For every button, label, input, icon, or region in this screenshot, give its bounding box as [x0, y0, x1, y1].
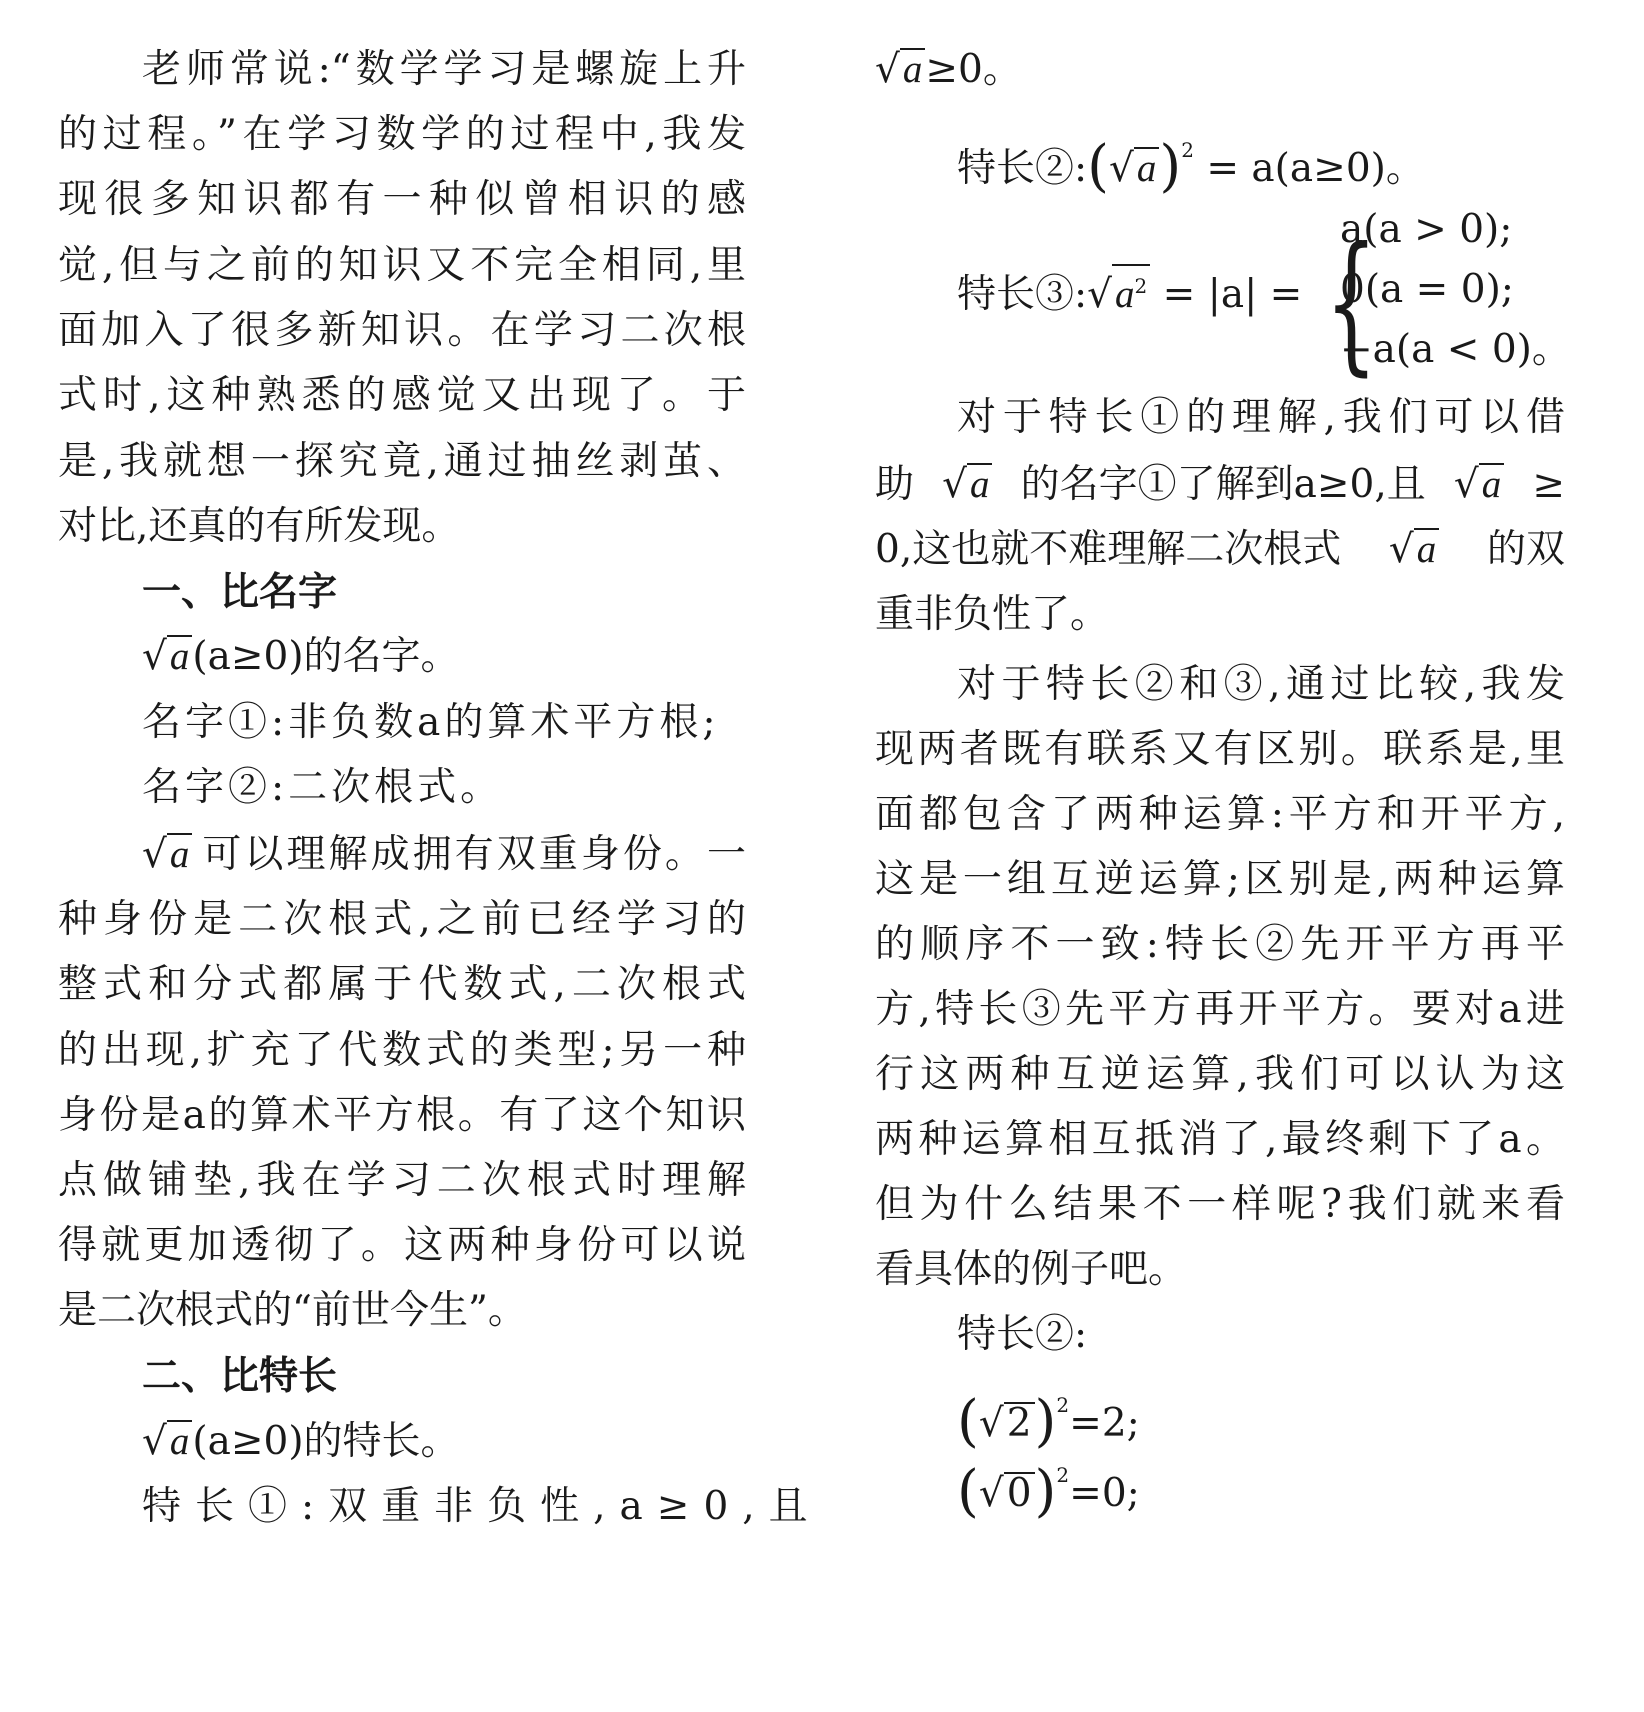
sqrt-expression: √a — [142, 631, 192, 683]
case-line: 0(a = 0); — [1340, 267, 1514, 312]
text-line: 面加入了很多新知识。在学习二次根 — [58, 308, 746, 353]
text-line: 现很多知识都有一种似曾相识的感 — [58, 177, 746, 222]
text-line: 整式和分式都属于代数式,二次根式 — [58, 962, 746, 1007]
sqrt-expression: √a — [875, 44, 925, 96]
text-line: 名字①:非负数a的算术平方根; — [142, 700, 720, 745]
text-line: 看具体的例子吧。 — [875, 1247, 1188, 1292]
text-line: 点做铺垫,我在学习二次根式时理解 — [58, 1158, 746, 1203]
text-line: 种身份是二次根式,之前已经学习的 — [58, 897, 746, 942]
text-line: 式时,这种熟悉的感觉又出现了。于 — [58, 373, 746, 418]
section-heading: 二、比特长 — [142, 1353, 338, 1399]
text-line: 重非负性了。 — [875, 592, 1110, 637]
text-line: 面都包含了两种运算:平方和开平方, — [875, 792, 1565, 837]
text-line: √a≥0。 — [875, 44, 1565, 96]
case-line: a(a > 0); — [1340, 207, 1513, 252]
sqrt-expression: √a — [142, 829, 192, 881]
text-line: 老师常说:“数学学习是螺旋上升 — [142, 47, 746, 92]
text-line: 现两者既有联系又有区别。联系是,里 — [875, 727, 1565, 772]
text-line: √a(a≥0)的名字。 — [142, 631, 746, 683]
formula-feature-2: 特长$②:(√a)^2 = a(a\ge 0)$。 — [957, 134, 1425, 199]
text-line: 两种运算相互抵消了,最终剩下了a。 — [875, 1117, 1565, 1162]
text-line: 但为什么结果不一样呢?我们就来看 — [875, 1182, 1565, 1227]
text-line: 觉,但与之前的知识又不完全相同,里 — [58, 243, 746, 288]
sqrt-expression: √a — [142, 1416, 192, 1468]
text-line: 特长①:双重非负性,a≥0,且 — [142, 1484, 822, 1529]
text-line: 行这两种互逆运算,我们可以认为这 — [875, 1052, 1565, 1097]
text-line: 得就更加透彻了。这两种身份可以说 — [58, 1223, 746, 1268]
text-line: 的过程。”在学习数学的过程中,我发 — [58, 112, 746, 157]
text-line: 对于特长①的理解,我们可以借 — [957, 395, 1565, 440]
text-line: √a(a≥0)的特长。 — [142, 1416, 746, 1468]
text-line: 的顺序不一致:特长②先开平方再平 — [875, 922, 1565, 967]
case-line: −a(a < 0)。 — [1340, 327, 1571, 372]
example-formula: $(√0)^2=0$; — [957, 1459, 1140, 1524]
text-line: 的出现,扩充了代数式的类型;另一种 — [58, 1028, 746, 1073]
text-line: 名字②:二次根式。 — [142, 765, 504, 810]
text-line: 特长②: — [957, 1312, 1088, 1357]
text-line: 方,特长③先平方再开平方。要对a进 — [875, 987, 1565, 1032]
brace-symbol: { — [1325, 216, 1378, 390]
section-heading: 一、比名字 — [142, 569, 338, 615]
text-line: 是二次根式的“前世今生”。 — [58, 1288, 527, 1333]
formula-feature-3: 特长$③:√a^2 = |a|$ = — [957, 264, 1565, 316]
text-line: 是,我就想一探究竟,通过抽丝剥茧、 — [58, 439, 746, 484]
text-line: 对比,还真的有所发现。 — [58, 504, 461, 549]
text-line: 这是一组互逆运算;区别是,两种运算 — [875, 857, 1565, 902]
text-line: 身份是a的算术平方根。有了这个知识 — [58, 1093, 746, 1138]
example-formula: $(√2)^2=2$; — [957, 1389, 1140, 1454]
text-line: √a 可以理解成拥有双重身份。一 — [142, 829, 746, 881]
text-line: 对于特长②和③,通过比较,我发 — [957, 662, 1565, 707]
text-line: 助 √a 的名字①了解到a≥0,且 √a ≥ — [875, 462, 1565, 507]
text-line: 0,这也就不难理解二次根式 √a 的双 — [875, 527, 1565, 572]
